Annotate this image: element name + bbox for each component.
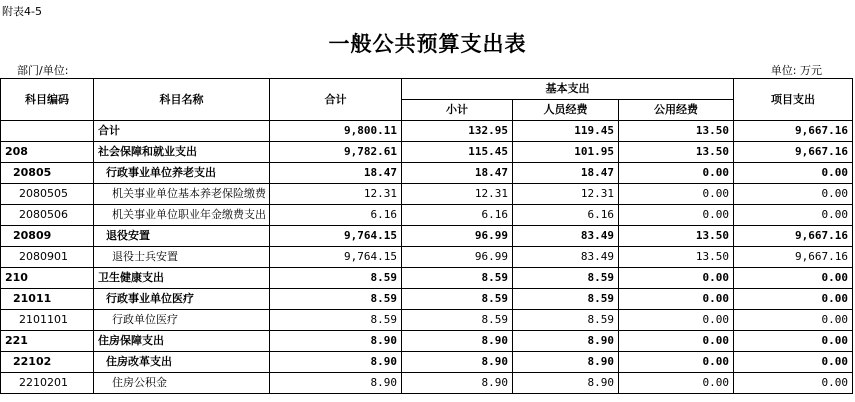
table-row	[1, 226, 853, 247]
cell-personnel: 6.16	[513, 205, 619, 226]
cell-code: 21011	[1, 289, 94, 310]
cell-public: 0.00	[619, 352, 734, 373]
budget-table	[0, 78, 853, 394]
cell-personnel: 18.47	[513, 163, 619, 184]
cell-project: 9,667.16	[734, 247, 853, 268]
cell-public: 0.00	[619, 310, 734, 331]
cell-name: 退役安置	[94, 226, 270, 247]
cell-public: 13.50	[619, 226, 734, 247]
cell-personnel: 101.95	[513, 142, 619, 163]
cell-subtotal: 8.59	[402, 289, 513, 310]
table-row	[1, 352, 853, 373]
cell-total: 18.47	[270, 163, 402, 184]
cell-subtotal: 96.99	[402, 247, 513, 268]
cell-name: 住房公积金	[94, 373, 270, 394]
cell-total: 8.90	[270, 373, 402, 394]
cell-public: 0.00	[619, 289, 734, 310]
table-row	[1, 205, 853, 226]
top-note: 附表4-5	[2, 5, 42, 18]
header-personnel: 人员经费	[513, 100, 619, 121]
cell-subtotal: 115.45	[402, 142, 513, 163]
cell-total: 9,782.61	[270, 142, 402, 163]
cell-total: 8.59	[270, 268, 402, 289]
cell-total: 6.16	[270, 205, 402, 226]
table-row	[1, 247, 853, 268]
cell-code: 221	[1, 331, 94, 352]
cell-total: 12.31	[270, 184, 402, 205]
page-title: 一般公共预算支出表	[328, 31, 527, 56]
cell-personnel: 119.45	[513, 121, 619, 142]
cell-personnel: 8.90	[513, 373, 619, 394]
dept-label: 部门/单位:	[17, 64, 69, 77]
cell-public: 0.00	[619, 163, 734, 184]
cell-code: 2080505	[1, 184, 94, 205]
cell-name: 社会保障和就业支出	[94, 142, 270, 163]
table-row	[1, 163, 853, 184]
cell-subtotal: 6.16	[402, 205, 513, 226]
header-subtotal: 小计	[402, 100, 513, 121]
cell-personnel: 83.49	[513, 247, 619, 268]
cell-subtotal: 8.90	[402, 373, 513, 394]
cell-total: 8.90	[270, 352, 402, 373]
cell-code: 210	[1, 268, 94, 289]
cell-total: 9,800.11	[270, 121, 402, 142]
cell-public: 0.00	[619, 331, 734, 352]
header-public: 公用经费	[619, 100, 734, 121]
cell-name: 住房改革支出	[94, 352, 270, 373]
cell-personnel: 8.59	[513, 268, 619, 289]
header-total: 合计	[270, 79, 402, 121]
cell-total: 9,764.15	[270, 226, 402, 247]
cell-code: 2210201	[1, 373, 94, 394]
cell-name: 卫生健康支出	[94, 268, 270, 289]
cell-code: 2101101	[1, 310, 94, 331]
cell-public: 13.50	[619, 121, 734, 142]
cell-personnel: 8.59	[513, 289, 619, 310]
cell-personnel: 12.31	[513, 184, 619, 205]
table-row	[1, 268, 853, 289]
cell-project: 9,667.16	[734, 142, 853, 163]
cell-total: 8.90	[270, 331, 402, 352]
cell-total: 8.59	[270, 289, 402, 310]
table-row	[1, 184, 853, 205]
cell-subtotal: 8.90	[402, 352, 513, 373]
cell-code	[1, 121, 94, 142]
cell-subtotal: 8.59	[402, 310, 513, 331]
cell-subtotal: 8.90	[402, 331, 513, 352]
cell-public: 13.50	[619, 247, 734, 268]
cell-public: 0.00	[619, 205, 734, 226]
cell-personnel: 8.59	[513, 310, 619, 331]
cell-code: 22102	[1, 352, 94, 373]
table-row	[1, 289, 853, 310]
cell-project: 0.00	[734, 352, 853, 373]
cell-code: 2080901	[1, 247, 94, 268]
cell-project: 0.00	[734, 373, 853, 394]
cell-code: 20809	[1, 226, 94, 247]
cell-personnel: 8.90	[513, 331, 619, 352]
cell-name: 合计	[94, 121, 270, 142]
table-row	[1, 121, 853, 142]
table-row	[1, 331, 853, 352]
cell-name: 退役士兵安置	[94, 247, 270, 268]
cell-project: 0.00	[734, 268, 853, 289]
cell-total: 9,764.15	[270, 247, 402, 268]
table-row	[1, 373, 853, 394]
cell-project: 0.00	[734, 184, 853, 205]
cell-project: 9,667.16	[734, 121, 853, 142]
cell-name: 行政事业单位养老支出	[94, 163, 270, 184]
cell-code: 208	[1, 142, 94, 163]
header-basic: 基本支出	[402, 79, 734, 100]
table-row	[1, 310, 853, 331]
cell-public: 0.00	[619, 184, 734, 205]
cell-project: 0.00	[734, 310, 853, 331]
cell-project: 0.00	[734, 289, 853, 310]
cell-subtotal: 132.95	[402, 121, 513, 142]
cell-subtotal: 12.31	[402, 184, 513, 205]
cell-name: 行政事业单位医疗	[94, 289, 270, 310]
cell-subtotal: 96.99	[402, 226, 513, 247]
cell-name: 机关事业单位基本养老保险缴费	[94, 184, 270, 205]
cell-subtotal: 8.59	[402, 268, 513, 289]
cell-personnel: 8.90	[513, 352, 619, 373]
cell-code: 20805	[1, 163, 94, 184]
cell-public: 0.00	[619, 373, 734, 394]
cell-name: 机关事业单位职业年金缴费支出	[94, 205, 270, 226]
cell-public: 0.00	[619, 268, 734, 289]
cell-project: 0.00	[734, 205, 853, 226]
cell-name: 住房保障支出	[94, 331, 270, 352]
cell-subtotal: 18.47	[402, 163, 513, 184]
cell-project: 9,667.16	[734, 226, 853, 247]
header-code: 科目编码	[1, 79, 94, 121]
cell-project: 0.00	[734, 163, 853, 184]
unit-label: 单位: 万元	[770, 64, 822, 77]
cell-project: 0.00	[734, 331, 853, 352]
cell-name: 行政单位医疗	[94, 310, 270, 331]
cell-code: 2080506	[1, 205, 94, 226]
cell-public: 13.50	[619, 142, 734, 163]
cell-personnel: 83.49	[513, 226, 619, 247]
cell-total: 8.59	[270, 310, 402, 331]
table-row	[1, 142, 853, 163]
header-project: 项目支出	[734, 79, 853, 121]
header-name: 科目名称	[94, 79, 270, 121]
